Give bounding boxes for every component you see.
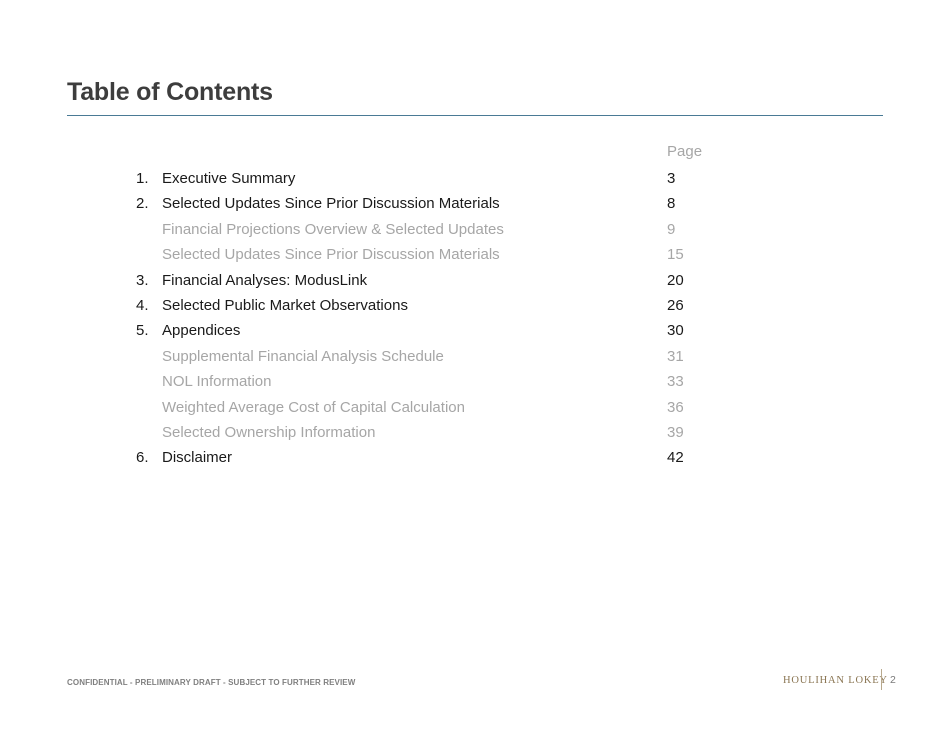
toc-entry <box>0 242 950 267</box>
toc-entry-page: 9 <box>667 220 676 238</box>
toc-entry-page: 26 <box>667 296 684 314</box>
toc-entry-page: 33 <box>667 373 684 391</box>
toc-entry-page: 3 <box>667 170 676 187</box>
toc-entry-number: 3. <box>136 271 149 289</box>
toc-entry-page: 42 <box>667 449 684 467</box>
toc-entry <box>0 445 950 470</box>
toc-entry <box>0 268 950 293</box>
toc-entry <box>0 318 950 343</box>
toc-entry <box>0 344 950 369</box>
toc-entry-page: 15 <box>667 246 684 264</box>
toc-entry-label: Selected Ownership Information <box>162 423 376 441</box>
page-title: Table of Contents <box>67 78 273 106</box>
toc-entry-page: 8 <box>667 195 676 213</box>
toc-entry <box>0 191 950 216</box>
toc-entry-label: Disclaimer <box>162 449 233 467</box>
toc-entry-number: 6. <box>136 449 149 467</box>
toc-entry-number: 5. <box>136 322 149 340</box>
toc-entry-page: 39 <box>667 423 684 441</box>
toc-entry-label: NOL Information <box>162 373 272 391</box>
toc-entry-page: 20 <box>667 271 684 289</box>
page-column-header: Page <box>667 143 703 160</box>
toc-entry-page: 36 <box>667 398 684 416</box>
toc-entry-label: Selected Public Market Observations <box>162 296 408 314</box>
table-of-contents <box>0 166 950 471</box>
confidential-notice: CONFIDENTIAL - PRELIMINARY DRAFT - SUBJECT TO FURTHER REVIEW <box>67 678 356 687</box>
toc-entry-label: Selected Updates Since Prior Discussion Materials <box>162 246 500 264</box>
toc-entry-label: Appendices <box>162 322 241 340</box>
company-logo: HOULIHAN LOKEY <box>783 675 888 686</box>
toc-entry <box>0 369 950 394</box>
toc-entry-number: 2. <box>136 195 149 213</box>
toc-entry-page: 31 <box>667 347 684 365</box>
toc-entry <box>0 217 950 242</box>
toc-entry-label: Weighted Average Cost of Capital Calculation <box>162 398 465 416</box>
toc-entry-label: Executive Summary <box>162 170 296 187</box>
toc-entry <box>0 395 950 420</box>
toc-entry-number: 1. <box>136 170 149 187</box>
toc-entry-label: Financial Projections Overview & Selected Updates <box>162 220 504 238</box>
title-divider <box>67 115 883 116</box>
toc-entry-label: Financial Analyses: ModusLink <box>162 271 368 289</box>
toc-entry-page: 30 <box>667 322 684 340</box>
toc-entry <box>0 293 950 318</box>
toc-entry-label: Selected Updates Since Prior Discussion Materials <box>162 195 500 213</box>
toc-entry <box>0 166 950 191</box>
toc-entry-number: 4. <box>136 296 149 314</box>
toc-entry-label: Supplemental Financial Analysis Schedule <box>162 347 444 365</box>
page-number: 2 <box>890 674 896 686</box>
toc-entry <box>0 420 950 445</box>
logo-divider <box>881 669 882 690</box>
